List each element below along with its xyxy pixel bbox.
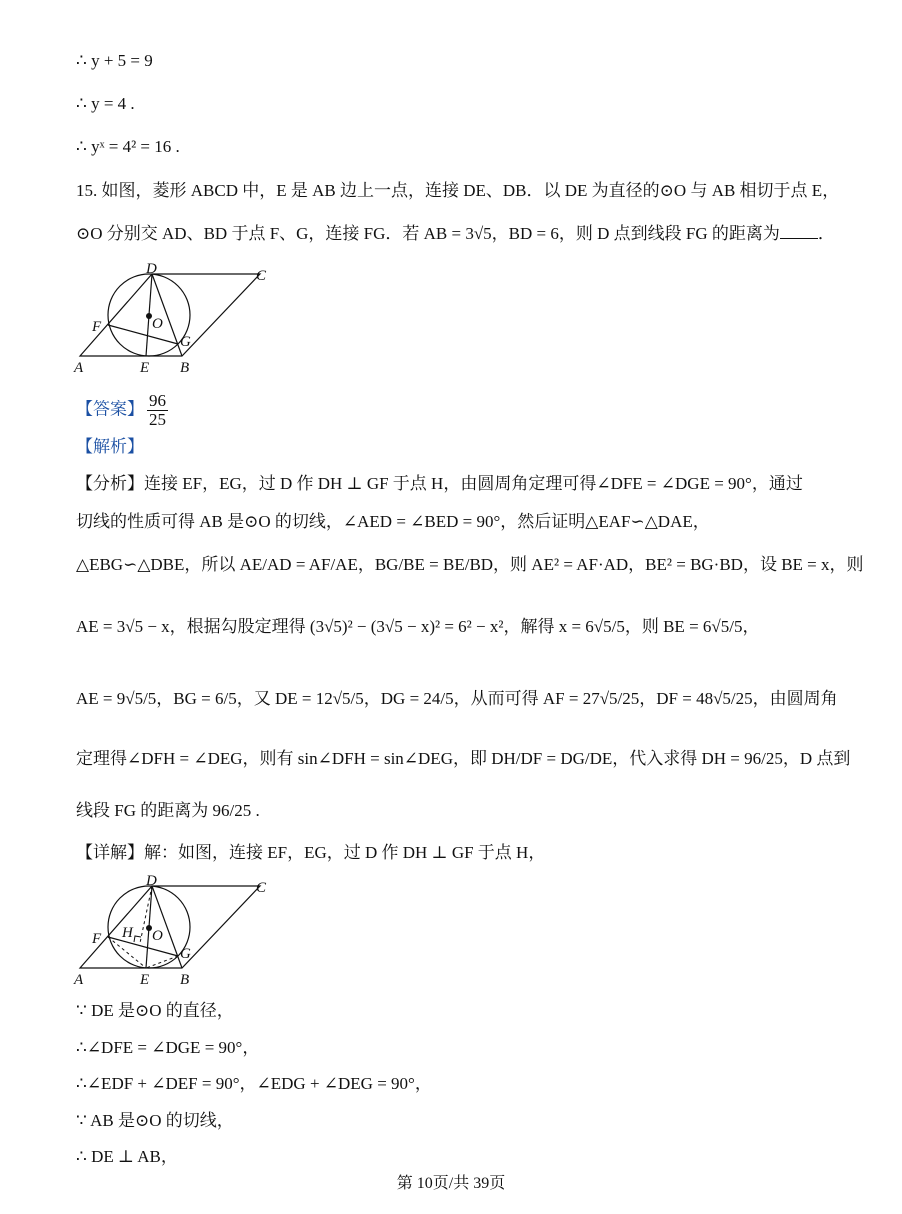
answer-tag: 【答案】 xyxy=(76,399,144,419)
answer-line xyxy=(76,392,171,429)
label-F-2: F xyxy=(92,931,102,947)
analysis-tag: 【解析】 xyxy=(76,437,144,456)
label-F: F xyxy=(92,319,102,335)
answer-fraction: $\frac{96}{25}$ xyxy=(149,391,166,429)
question-15-line-1: 15. 如图，菱形 ABCD 中，E 是 AB 边上一点，连接 DE、DB．以 DE 为直径的⊙O 与 AB 相切于点 E， xyxy=(76,181,840,200)
question-15-line-2: ⊙O 分别交 AD、BD 于点 F、G，连接 FG．若 AB = 3√5，BD = 6，则 D 点到线段 FG 的距离为 ． xyxy=(76,224,835,243)
label-G-2: G xyxy=(180,946,191,962)
step-2: ∴∠DFE = ∠DGE = 90°， xyxy=(76,1038,260,1057)
line-3: ∴ yˣ = 4² = 16 . xyxy=(76,137,180,156)
analysis-line-7: 线段 FG 的距离为 96/25 . xyxy=(76,801,260,820)
analysis-line-1: 【分析】连接 EF，EG，过 D 作 DH ⊥ GF 于点 H，由圆周角定理可得∠DFE = ∠DGE = 90°，通过 xyxy=(76,474,803,493)
step-4: ∵ AB 是⊙O 的切线， xyxy=(76,1111,234,1130)
label-B: B xyxy=(180,360,190,376)
label-E-2: E xyxy=(140,972,150,988)
label-C-2: C xyxy=(256,880,267,896)
analysis-line-2: 切线的性质可得 AB 是⊙O 的切线，∠AED = ∠BED = 90°，然后证明△EAF∽△DAE， xyxy=(76,512,710,531)
figure-rhombus-1 xyxy=(70,258,290,378)
question-15-text: ⊙O 分别交 AD、BD 于点 F、G，连接 FG．若 AB = 3√5，BD = 6，则 D 点到线段 FG 的距离为 xyxy=(76,224,780,243)
label-A-2: A xyxy=(74,972,84,988)
detail-line-1: 【详解】解：如图，连接 EF，EG，过 D 作 DH ⊥ GF 于点 H， xyxy=(76,843,546,862)
analysis-line-4: AE = 3√5 − x，根据勾股定理得 (3√5)² − (3√5 − x)² = 6² − x²，解得 x = 6√5/5，则 BE = 6√5/5， xyxy=(76,617,760,636)
page-footer: 第 10页/共 39页 xyxy=(396,1175,506,1192)
label-G: G xyxy=(180,334,191,350)
label-D: D xyxy=(146,261,157,277)
label-O: O xyxy=(152,316,163,332)
label-E: E xyxy=(140,360,150,376)
figure-rhombus-2 xyxy=(70,870,290,990)
analysis-line-6: 定理得∠DFH = ∠DEG，则有 sin∠DFH = sin∠DEG，即 DH/DF = DG/DE，代入求得 DH = 96/25，D 点到 xyxy=(76,749,851,768)
step-5: ∴ DE ⊥ AB， xyxy=(76,1147,178,1166)
step-1: ∵ DE 是⊙O 的直径， xyxy=(76,1001,234,1020)
step-3: ∴∠EDF + ∠DEF = 90°，∠EDG + ∠DEG = 90°， xyxy=(76,1074,432,1093)
line-2: ∴ y = 4 . xyxy=(76,94,135,113)
line-1: ∴ y + 5 = 9 xyxy=(76,51,153,70)
label-H-2: H xyxy=(122,925,133,941)
label-C: C xyxy=(256,268,267,284)
label-D-2: D xyxy=(146,873,157,889)
label-O-2: O xyxy=(152,928,163,944)
analysis-line-5: AE = 9√5/5，BG = 6/5，又 DE = 12√5/5，DG = 24/5，从而可得 AF = 27√5/25，DF = 48√5/25，由圆周角 xyxy=(76,689,838,708)
analysis-line-3: △EBG∽△DBE，所以 AE/AD = AF/AE，BG/BE = BE/BD，则 AE² = AF·AD，BE² = BG·BD，设 BE = x，则 xyxy=(76,555,864,574)
answer-blank xyxy=(780,224,818,239)
label-A: A xyxy=(74,360,84,376)
label-B-2: B xyxy=(180,972,190,988)
